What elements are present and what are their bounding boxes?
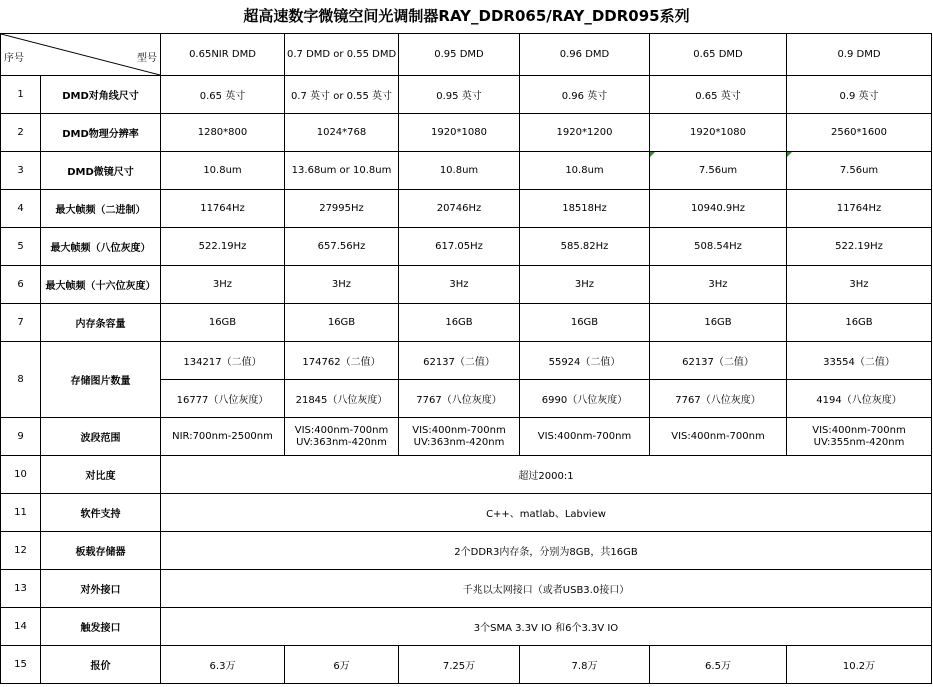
value-cell: 62137（二值） xyxy=(399,342,520,380)
row-label: 最大帧频（二进制） xyxy=(41,190,161,228)
value-cell xyxy=(787,418,932,456)
price-cell: 10.2万 xyxy=(787,646,932,684)
spec-row xyxy=(1,266,932,304)
value-cell: 11764Hz xyxy=(161,190,285,228)
page-title: 超高速数字微镜空间光调制器RAY_DDR065/RAY_DDR095系列 xyxy=(243,7,690,25)
row-number: 2 xyxy=(1,114,41,152)
value-cell: 16GB xyxy=(161,304,285,342)
value-cell: 3Hz xyxy=(650,266,787,304)
merged-row xyxy=(1,532,932,570)
value-cell: 62137（二值） xyxy=(650,342,787,380)
value-cell: 21845（八位灰度） xyxy=(285,380,399,418)
spec-row xyxy=(1,304,932,342)
merged-value-cell: C++、matlab、Labview xyxy=(161,494,932,532)
value-cell: 13.68um or 10.8um xyxy=(285,152,399,190)
band-line: UV:355nm-420nm xyxy=(813,436,905,448)
value-cell: 0.95 英寸 xyxy=(399,76,520,114)
row-number: 4 xyxy=(1,190,41,228)
price-cell: 7.25万 xyxy=(399,646,520,684)
value-cell: 11764Hz xyxy=(787,190,932,228)
value-cell: 16777（八位灰度） xyxy=(161,380,285,418)
value-cell xyxy=(520,418,650,456)
spec-row xyxy=(1,228,932,266)
row-label: 波段范围 xyxy=(41,418,161,456)
value-cell: 3Hz xyxy=(399,266,520,304)
value-cell: 16GB xyxy=(399,304,520,342)
corner-header-cell xyxy=(1,34,161,76)
value-cell: 585.82Hz xyxy=(520,228,650,266)
value-cell: 134217（二值） xyxy=(161,342,285,380)
value-cell: 0.9 英寸 xyxy=(787,76,932,114)
band-row xyxy=(1,418,932,456)
value-cell: 10940.9Hz xyxy=(650,190,787,228)
row-label: DMD微镜尺寸 xyxy=(41,152,161,190)
value-cell: 7767（八位灰度） xyxy=(650,380,787,418)
value-cell: 16GB xyxy=(520,304,650,342)
value-cell: 1024*768 xyxy=(285,114,399,152)
band-line: UV:363nm-420nm xyxy=(413,436,505,448)
row-label: 对比度 xyxy=(41,456,161,494)
value-cell xyxy=(399,418,520,456)
band-line: VIS:400nm-700nm xyxy=(412,424,506,436)
value-cell xyxy=(285,418,399,456)
value-cell: 1280*800 xyxy=(161,114,285,152)
value-cell: 1920*1080 xyxy=(399,114,520,152)
row-number: 11 xyxy=(1,494,41,532)
value-cell: 2560*1600 xyxy=(787,114,932,152)
model-header: 0.95 DMD xyxy=(399,34,520,76)
spec-row xyxy=(1,190,932,228)
spec-row xyxy=(1,114,932,152)
spec-row xyxy=(1,76,932,114)
model-header-label: 型号 xyxy=(137,53,157,64)
band-line: VIS:400nm-700nm xyxy=(671,430,765,442)
value-cell xyxy=(161,418,285,456)
row-label: DMD对角线尺寸 xyxy=(41,76,161,114)
row-number: 13 xyxy=(1,570,41,608)
row-label: 板载存储器 xyxy=(41,532,161,570)
row-label: 触发接口 xyxy=(41,608,161,646)
merged-row xyxy=(1,456,932,494)
value-cell: 508.54Hz xyxy=(650,228,787,266)
price-cell: 6.5万 xyxy=(650,646,787,684)
value-cell: 1920*1200 xyxy=(520,114,650,152)
merged-value-cell: 3个SMA 3.3V IO 和6个3.3V IO xyxy=(161,608,932,646)
value-cell: 3Hz xyxy=(520,266,650,304)
value-cell: 18518Hz xyxy=(520,190,650,228)
value-cell: 33554（二值） xyxy=(787,342,932,380)
merged-value-cell: 2个DDR3内存条，分别为8GB，共16GB xyxy=(161,532,932,570)
spec-table xyxy=(0,33,932,684)
value-cell: 0.96 英寸 xyxy=(520,76,650,114)
band-line: NIR:700nm-2500nm xyxy=(172,430,273,442)
row-number: 8 xyxy=(1,342,41,418)
value-cell: 0.65 英寸 xyxy=(161,76,285,114)
band-line: UV:363nm-420nm xyxy=(296,436,387,448)
storage-row-binary xyxy=(1,342,932,380)
band-line: VIS:400nm-700nm xyxy=(294,424,389,436)
row-label: 软件支持 xyxy=(41,494,161,532)
row-label: DMD物理分辨率 xyxy=(41,114,161,152)
value-cell: 16GB xyxy=(787,304,932,342)
merged-value-cell: 千兆以太网接口（或者USB3.0接口） xyxy=(161,570,932,608)
price-cell: 6万 xyxy=(285,646,399,684)
value-cell: 7767（八位灰度） xyxy=(399,380,520,418)
row-label: 存储图片数量 xyxy=(41,342,161,418)
model-header: 0.96 DMD xyxy=(520,34,650,76)
value-cell: 657.56Hz xyxy=(285,228,399,266)
value-cell xyxy=(650,418,787,456)
row-label: 报价 xyxy=(41,646,161,684)
model-header: 0.9 DMD xyxy=(787,34,932,76)
row-number: 5 xyxy=(1,228,41,266)
row-number: 12 xyxy=(1,532,41,570)
model-header: 0.7 DMD or 0.55 DMD xyxy=(285,34,399,76)
value-cell: 55924（二值） xyxy=(520,342,650,380)
row-label: 最大帧频（十六位灰度） xyxy=(41,266,161,304)
row-label: 对外接口 xyxy=(41,570,161,608)
price-row xyxy=(1,646,932,684)
row-number: 1 xyxy=(1,76,41,114)
row-number: 15 xyxy=(1,646,41,684)
value-cell: 3Hz xyxy=(787,266,932,304)
value-cell: 16GB xyxy=(285,304,399,342)
value-cell: 10.8um xyxy=(399,152,520,190)
merged-row xyxy=(1,494,932,532)
row-number: 6 xyxy=(1,266,41,304)
value-cell: 6990（八位灰度） xyxy=(520,380,650,418)
row-number: 7 xyxy=(1,304,41,342)
value-cell: 3Hz xyxy=(161,266,285,304)
model-header: 0.65NIR DMD xyxy=(161,34,285,76)
row-number: 3 xyxy=(1,152,41,190)
value-cell: 0.65 英寸 xyxy=(650,76,787,114)
merged-row xyxy=(1,570,932,608)
model-header: 0.65 DMD xyxy=(650,34,787,76)
value-cell: 10.8um xyxy=(520,152,650,190)
value-cell: 16GB xyxy=(650,304,787,342)
value-cell: 7.56um xyxy=(650,152,787,190)
price-cell: 7.8万 xyxy=(520,646,650,684)
value-cell: 1920*1080 xyxy=(650,114,787,152)
value-cell: 4194（八位灰度） xyxy=(787,380,932,418)
row-number: 14 xyxy=(1,608,41,646)
value-cell: 3Hz xyxy=(285,266,399,304)
value-cell: 7.56um xyxy=(787,152,932,190)
value-cell: 20746Hz xyxy=(399,190,520,228)
row-number: 10 xyxy=(1,456,41,494)
row-label: 内存条容量 xyxy=(41,304,161,342)
row-number: 9 xyxy=(1,418,41,456)
band-line: VIS:400nm-700nm xyxy=(537,430,632,442)
spec-row xyxy=(1,152,932,190)
index-header-label: 序号 xyxy=(4,53,24,64)
row-label: 最大帧频（八位灰度） xyxy=(41,228,161,266)
value-cell: 10.8um xyxy=(161,152,285,190)
merged-row xyxy=(1,608,932,646)
merged-value-cell: 超过2000:1 xyxy=(161,456,932,494)
header-row xyxy=(1,34,932,76)
value-cell: 522.19Hz xyxy=(161,228,285,266)
value-cell: 174762（二值） xyxy=(285,342,399,380)
price-cell: 6.3万 xyxy=(161,646,285,684)
value-cell: 522.19Hz xyxy=(787,228,932,266)
band-line: VIS:400nm-700nm xyxy=(812,424,906,436)
value-cell: 27995Hz xyxy=(285,190,399,228)
value-cell: 0.7 英寸 or 0.55 英寸 xyxy=(285,76,399,114)
value-cell: 617.05Hz xyxy=(399,228,520,266)
